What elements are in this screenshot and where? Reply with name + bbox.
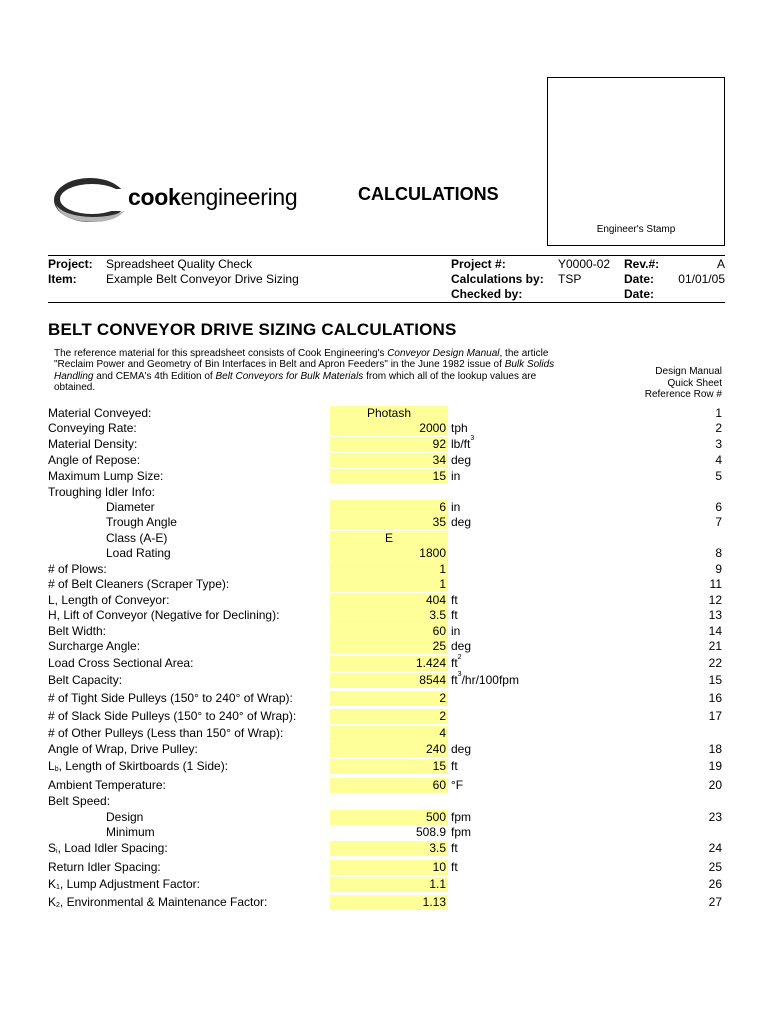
row-reference-number: 4 xyxy=(715,453,722,467)
row-reference-number: 16 xyxy=(708,691,722,705)
row-unit: fpm xyxy=(451,825,472,839)
table-row xyxy=(0,895,768,910)
table-row xyxy=(0,593,768,608)
date-label: Date: xyxy=(624,272,655,286)
table-row xyxy=(0,485,768,500)
row-unit: ft xyxy=(451,759,458,773)
row-label: Angle of Wrap, Drive Pulley: xyxy=(48,742,198,756)
table-row xyxy=(0,860,768,875)
row-label: # of Other Pulleys (Less than 150° of Wrap): xyxy=(48,726,284,740)
row-unit: ft xyxy=(451,593,458,607)
page-title: BELT CONVEYOR DRIVE SIZING CALCULATIONS xyxy=(48,320,457,339)
row-value: 404 xyxy=(330,593,448,608)
row-value: 1 xyxy=(330,577,448,592)
row-reference-number: 1 xyxy=(715,406,722,420)
row-label: # of Belt Cleaners (Scraper Type): xyxy=(48,577,230,591)
row-unit: ft xyxy=(451,608,458,622)
item-value: Example Belt Conveyor Drive Sizing xyxy=(106,272,299,286)
row-reference-number: 13 xyxy=(708,608,722,622)
row-value: 1.13 xyxy=(330,895,448,910)
row-label: Maximum Lump Size: xyxy=(48,469,164,483)
row-label: K2, Environmental & Maintenance Factor: xyxy=(48,895,268,909)
table-row xyxy=(0,608,768,623)
checked-by-label: Checked by: xyxy=(451,287,523,301)
row-label: Belt Speed: xyxy=(48,794,111,808)
table-row xyxy=(0,726,768,741)
row-label: Load Cross Sectional Area: xyxy=(48,656,194,670)
project-number-value: Y0000-02 xyxy=(558,257,611,271)
row-value: 15 xyxy=(330,469,448,484)
row-label: Conveying Rate: xyxy=(48,421,137,435)
row-label: Design xyxy=(106,810,144,824)
row-label: Ambient Temperature: xyxy=(48,778,166,792)
row-reference-number: 5 xyxy=(715,469,722,483)
table-row xyxy=(0,437,768,452)
row-value: 8544 xyxy=(330,673,448,688)
row-reference-number: 2 xyxy=(715,421,722,435)
row-value: 34 xyxy=(330,453,448,468)
row-reference-number: 25 xyxy=(708,860,722,874)
row-label: Lb, Length of Skirtboards (1 Side): xyxy=(48,759,229,773)
row-value: Photash xyxy=(330,406,448,421)
row-value: 2 xyxy=(330,691,448,706)
row-reference-number: 11 xyxy=(709,577,722,591)
row-value: 1 xyxy=(330,562,448,577)
row-label: Class (A-E) xyxy=(106,531,168,545)
cook-engineering-logo-icon xyxy=(52,175,128,225)
table-row xyxy=(0,759,768,774)
row-reference-number: 9 xyxy=(715,562,722,576)
row-reference-number: 22 xyxy=(708,656,722,670)
row-value: 92 xyxy=(330,437,448,452)
row-unit: ft xyxy=(451,860,458,874)
table-row xyxy=(0,709,768,724)
row-label: Angle of Repose: xyxy=(48,453,141,467)
row-unit: deg xyxy=(451,639,472,653)
table-row xyxy=(0,639,768,654)
row-unit: deg xyxy=(451,515,472,529)
row-reference-number: 26 xyxy=(708,877,722,891)
row-unit: $ft^3/hr/100fpm$ xyxy=(451,671,519,687)
row-label: Belt Capacity: xyxy=(48,673,123,687)
row-value: 508.9 xyxy=(415,825,446,839)
project-label: Project: xyxy=(48,257,93,271)
row-value: 500 xyxy=(330,810,448,825)
brand-name: cookengineering xyxy=(128,184,298,210)
row-reference-number: 8 xyxy=(715,546,722,560)
row-unit: deg xyxy=(451,742,472,756)
row-value: 3.5 xyxy=(330,841,448,856)
row-value: 1800 xyxy=(330,546,448,561)
table-row xyxy=(0,577,768,592)
row-value: 3.5 xyxy=(330,608,448,623)
row-value: 1.1 xyxy=(330,877,448,892)
table-row xyxy=(0,562,768,577)
row-reference-number: 6 xyxy=(715,500,722,514)
row-reference-number: 15 xyxy=(708,673,722,687)
row-unit: tph xyxy=(451,421,468,435)
calculations-by-value: TSP xyxy=(558,272,582,286)
project-value: Spreadsheet Quality Check xyxy=(106,257,253,271)
row-reference-number: 21 xyxy=(708,639,722,653)
row-value: 10 xyxy=(330,860,448,875)
row-label: Surcharge Angle: xyxy=(48,639,141,653)
row-reference-number: 19 xyxy=(708,759,722,773)
row-label: # of Plows: xyxy=(48,562,107,576)
row-unit: in xyxy=(451,624,461,638)
engineer-stamp-label: Engineer's Stamp xyxy=(596,224,676,235)
row-label: Minimum xyxy=(106,825,155,839)
date-value: 01/01/05 xyxy=(678,272,725,286)
row-reference-number: 14 xyxy=(708,624,722,638)
row-value: 240 xyxy=(330,742,448,757)
row-reference-number: 24 xyxy=(708,841,722,855)
table-row xyxy=(0,825,768,840)
row-label: Material Density: xyxy=(48,437,138,451)
row-unit: in xyxy=(451,469,461,483)
table-row xyxy=(0,742,768,757)
row-label: Material Conveyed: xyxy=(48,406,152,420)
row-value: 60 xyxy=(330,778,448,793)
table-row xyxy=(0,453,768,468)
table-row xyxy=(0,841,768,856)
table-row xyxy=(0,877,768,892)
table-row xyxy=(0,691,768,706)
row-reference-number: 20 xyxy=(708,778,722,792)
row-reference-number: 18 xyxy=(708,742,722,756)
calculations-by-label: Calculations by: xyxy=(451,272,544,286)
row-value: 6 xyxy=(330,500,448,515)
table-row xyxy=(0,810,768,825)
row-unit: $lb/ft^3$ xyxy=(451,435,475,451)
row-label: Load Rating xyxy=(106,546,171,560)
table-row xyxy=(0,673,768,688)
row-unit: in xyxy=(451,500,461,514)
table-row xyxy=(0,469,768,484)
table-row xyxy=(0,500,768,515)
row-reference-number: 7 xyxy=(715,515,722,529)
table-row xyxy=(0,546,768,561)
document-title: CALCULATIONS xyxy=(358,184,499,204)
table-row xyxy=(0,515,768,530)
row-value: 25 xyxy=(330,639,448,654)
row-reference-number: 17 xyxy=(708,709,722,723)
header-bottom-rule xyxy=(48,302,725,303)
project-number-label: Project #: xyxy=(451,257,506,271)
table-row xyxy=(0,421,768,436)
row-value: 2000 xyxy=(330,421,448,436)
row-label: Return Idler Spacing: xyxy=(48,860,161,874)
header-top-rule xyxy=(48,255,725,256)
row-value: 2 xyxy=(330,709,448,724)
row-label: # of Slack Side Pulleys (150° to 240° of Wrap): xyxy=(48,709,297,723)
table-row xyxy=(0,624,768,639)
row-label: L, Length of Conveyor: xyxy=(48,593,170,607)
table-row xyxy=(0,406,768,421)
revision-label: Rev.#: xyxy=(624,257,660,271)
revision-value: A xyxy=(716,257,725,271)
row-label: Trough Angle xyxy=(106,515,177,529)
engineer-stamp-box xyxy=(547,77,725,246)
row-label: K1, Lump Adjustment Factor: xyxy=(48,877,200,891)
row-value: 4 xyxy=(330,726,448,741)
row-reference-number: 23 xyxy=(708,810,722,824)
reference-column-header: Design Manual Quick Sheet Reference Row # xyxy=(644,366,722,400)
row-reference-number: 27 xyxy=(708,895,722,909)
row-reference-number: 12 xyxy=(708,593,722,607)
item-label: Item: xyxy=(48,272,77,286)
row-label: Belt Width: xyxy=(48,624,107,638)
row-value: 35 xyxy=(330,515,448,530)
row-label: # of Tight Side Pulleys (150° to 240° of Wrap): xyxy=(48,691,293,705)
row-label: Si, Load Idler Spacing: xyxy=(48,841,168,855)
row-unit: deg xyxy=(451,453,472,467)
intro-paragraph: The reference material for this spreadsheet consists of Cook Engineering's Conveyor Design Manual, the article "Reclaim Power and Geometry of Bin Interfaces in Belt and Apron Feeders" in the June 1982 issue of Bulk Solids Handling and CEMA's 4th Edition of Belt Conveyors for Bulk Materials from which all of the lookup values are obtained. xyxy=(54,348,555,393)
table-row xyxy=(0,794,768,809)
checked-date-label: Date: xyxy=(624,287,655,301)
row-value: 1.424 xyxy=(330,656,448,671)
row-label: Diameter xyxy=(106,500,155,514)
row-value: 15 xyxy=(330,759,448,774)
row-reference-number: 3 xyxy=(715,437,722,451)
row-unit: $ft^2$ xyxy=(451,654,462,670)
row-unit: ft xyxy=(451,841,458,855)
table-row xyxy=(0,778,768,793)
table-row xyxy=(0,656,768,671)
row-unit: fpm xyxy=(451,810,472,824)
row-unit: °F xyxy=(451,778,464,792)
row-value: 60 xyxy=(330,624,448,639)
row-label: Troughing Idler Info: xyxy=(48,485,155,499)
row-label: H, Lift of Conveyor (Negative for Declining): xyxy=(48,608,280,622)
row-value: E xyxy=(330,531,448,546)
table-row xyxy=(0,531,768,546)
